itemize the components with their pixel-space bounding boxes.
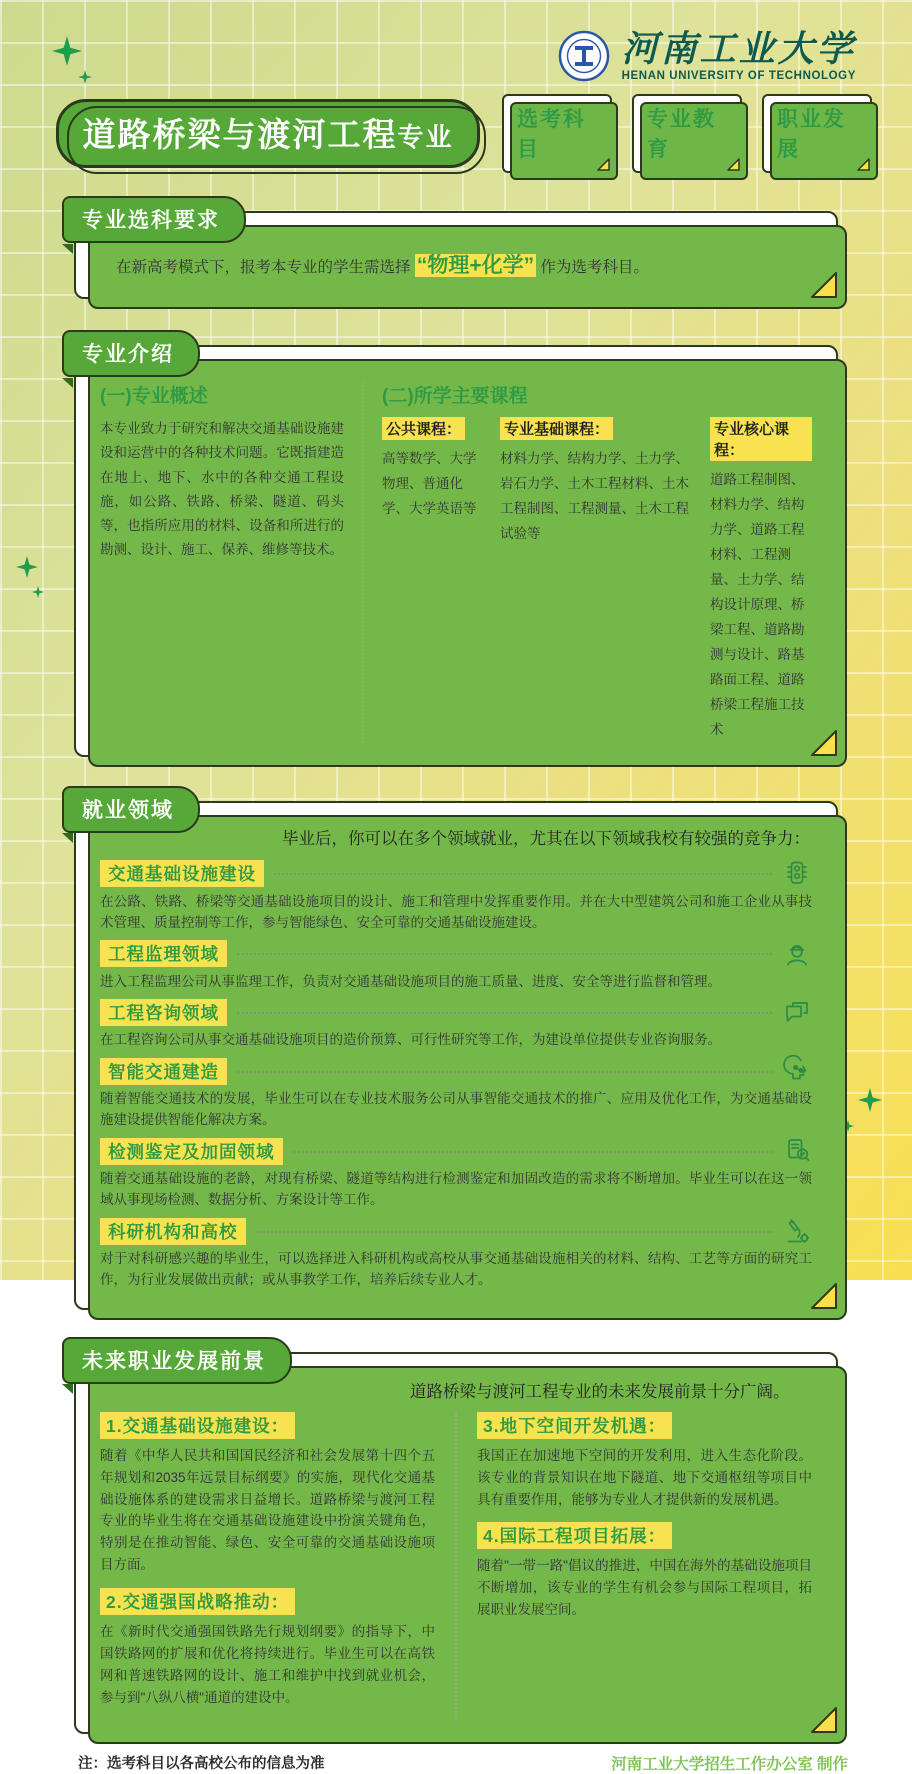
future-item [100, 1588, 435, 1708]
microscope-icon [782, 1216, 812, 1246]
nav-button-label: 专业教育 [647, 108, 716, 161]
section-tab [62, 786, 200, 833]
future-item-heading: 1.交通基础设施建设： [100, 1412, 295, 1439]
smart-head-icon [782, 1056, 812, 1086]
course-group-content: 道路工程制图、材料力学、结构力学、道路工程材料、工程测量、土力学、结构设计原理、桥梁工程、道路勘测与设计、路基路面工程、道路桥梁工程施工技术 [710, 472, 805, 737]
courses-heading: (二)所学主要课程 [382, 386, 528, 407]
dotted-leader [256, 1230, 773, 1233]
future-item-text: 随着《中华人民共和国国民经济和社会发展第十四个五年规划和2035年远景目标纲要》的实施，现代化交通基础设施体系的建设需求日益增长。道路桥梁与渡河工程专业的毕业生将在交通基础设施建设中扮演关键角色，特别是在推动智能、绿色、安全可靠的交通基础设施项目方面。 [100, 1447, 435, 1573]
nav-button-label: 选考科目 [517, 108, 586, 161]
course-group-public [382, 417, 486, 743]
nav-button-education[interactable] [632, 94, 742, 173]
nav-button-subjects[interactable] [502, 94, 612, 173]
text-after: 作为选考科目。 [540, 259, 649, 276]
footer-note: 注：选考科目以各高校公布的信息为准 [78, 1756, 325, 1773]
section-subject-requirements [74, 211, 838, 299]
page-fold-icon [597, 158, 610, 171]
chat-bubbles-icon [782, 997, 812, 1027]
page-fold-icon [811, 1283, 837, 1309]
field-description: 随着交通基础设施的老龄，对现有桥梁、隧道等结构进行检测鉴定和加固改造的需求将不断增加。毕业生可以在这一领域从事现场检测、数据分析、方案设计等工作。 [100, 1171, 812, 1208]
section-tab [62, 1337, 292, 1384]
section-employment-fields [74, 798, 838, 1310]
banner-row [0, 94, 912, 173]
field-name: 科研机构和高校 [100, 1218, 246, 1245]
subjects-highlight: “物理+化学” [416, 254, 535, 277]
engineer-icon [782, 939, 812, 969]
employment-field [100, 1056, 812, 1131]
section-title: 专业选科要求 [82, 209, 220, 232]
course-group-label: 专业核心课程： [710, 417, 812, 461]
subject-requirement-text [116, 249, 808, 279]
dotted-leader [274, 872, 772, 875]
employment-field [100, 859, 812, 934]
future-column-left [100, 1412, 457, 1721]
future-intro: 道路桥梁与渡河工程专业的未来发展前景十分广阔。 [410, 1382, 790, 1401]
field-description: 在公路、铁路、桥梁等交通基础设施项目的设计、施工和管理中发挥重要作用。并在大中型建筑公司和施工企业从事技术管理、质量控制等工作，参与智能绿色、安全可靠的交通基础设施建设。 [100, 893, 812, 930]
employment-field [100, 939, 812, 993]
section-title: 未来职业发展前景 [82, 1349, 266, 1373]
section-tab [62, 330, 200, 377]
employment-intro: 毕业后，你可以在多个领域就业，尤其在以下领域我校有较强的竞争力： [282, 829, 810, 848]
major-title-banner [56, 99, 480, 168]
section-title: 就业领域 [82, 798, 174, 822]
course-group-core [710, 417, 812, 743]
future-item-heading: 2.交通强国战略推动： [100, 1588, 295, 1615]
employment-field [100, 997, 812, 1051]
page-fold-icon [811, 730, 837, 756]
overview-text: 本专业致力于研究和解决交通基础设施建设和运营中的各种技术问题。它既指建造在地上、地下、水中的各种交通工程设施，如公路、铁路、桥梁、隧道、码头等，也指所应用的材料、设备和所进行的勘测、设计、施工、保养、维修等技术。 [100, 421, 344, 558]
header [0, 0, 912, 86]
dotted-leader [293, 1150, 773, 1153]
major-title-main: 道路桥梁与渡河工程 [82, 116, 398, 153]
page-fold-icon [811, 1707, 837, 1733]
field-name: 工程监理领域 [100, 940, 227, 967]
field-description: 进入工程监理公司从事监理工作，负责对交通基础设施项目的施工质量、进度、安全等进行监督和管理。 [100, 973, 721, 989]
overview-heading: (一)专业概述 [100, 386, 208, 407]
employment-field [100, 1216, 812, 1291]
field-name: 工程咨询领域 [100, 999, 227, 1026]
text-before: 在新高考模式下，报考本专业的学生需选择 [116, 259, 411, 276]
section-tab [62, 196, 246, 243]
course-group-content: 材料力学、结构力学、土力学、岩石力学、土木工程材料、土木工程制图、工程测量、土木工程试验等 [500, 451, 689, 541]
future-item [100, 1412, 435, 1576]
traffic-light-icon [782, 859, 812, 889]
university-logo [558, 30, 610, 82]
nav-button-label: 职业发展 [777, 108, 846, 161]
future-item-heading: 4.国际工程项目拓展： [477, 1522, 672, 1549]
page-fold-icon [727, 158, 740, 171]
main-content [0, 211, 912, 1734]
section-major-introduction [74, 345, 838, 757]
section-title: 专业介绍 [82, 343, 174, 366]
future-item-heading: 3.地下空间开发机遇： [477, 1412, 672, 1439]
university-name-zh: 河南工业大学 [621, 28, 856, 69]
future-item-text: 在《新时代交通强国铁路先行规划纲要》的指导下，中国铁路网的扩展和优化将持续进行。毕业生可以在高铁网和普速铁路网的设计、施工和维护中找到就业机会，参与到"八纵八横"通道的建设中。 [100, 1624, 435, 1705]
university-name [621, 28, 856, 82]
university-name-en: HENAN UNIVERSITY OF TECHNOLOGY [621, 69, 856, 82]
field-description: 在工程咨询公司从事交通基础设施项目的造价预算、可行性研究等工作，为建设单位提供专业咨询服务。 [100, 1032, 721, 1048]
course-group-content: 高等数学、大学物理、普通化学、大学英语等 [382, 451, 477, 516]
nav-button-career[interactable] [762, 94, 872, 173]
dotted-leader [237, 1070, 772, 1073]
inspection-icon [782, 1136, 812, 1166]
future-item-text: 随着"一带一路"倡议的推进，中国在海外的基础设施项目不断增加，该专业的学生有机会参与国际工程项目，拓展职业发展空间。 [477, 1558, 812, 1618]
future-item [477, 1412, 812, 1511]
employment-field [100, 1136, 812, 1211]
field-description: 随着智能交通技术的发展，毕业生可以在专业技术服务公司从事智能交通技术的推广、应用及优化工作，为交通基础设施建设提供智能化解决方案。 [100, 1091, 812, 1128]
course-group-label: 专业基础课程： [500, 417, 613, 440]
dotted-leader [237, 1011, 772, 1014]
course-group-foundation [500, 417, 696, 743]
course-group-label: 公共课程： [382, 417, 465, 440]
dotted-leader [237, 952, 772, 955]
future-item-text: 我国正在加速地下空间的开发利用，进入生态化阶段。该专业的背景知识在地下隧道、地下交通枢纽等项目中具有重要作用，能够为专业人才提供新的发展机遇。 [477, 1447, 812, 1507]
page-fold-icon [857, 158, 870, 171]
nav-buttons [502, 94, 872, 173]
major-title-suffix: 专业 [397, 122, 454, 152]
future-column-right [457, 1412, 812, 1721]
footer-credit: 河南工业大学招生工作办公室 制作 [611, 1756, 848, 1774]
section-future-prospects [74, 1349, 838, 1735]
field-name: 检测鉴定及加固领域 [100, 1138, 283, 1165]
page-fold-icon [811, 272, 837, 298]
future-item [477, 1522, 812, 1621]
major-overview-column [100, 381, 362, 743]
field-description: 对于对科研感兴趣的毕业生，可以选择进入科研机构或高校从事交通基础设施相关的材料、结构、工艺等方面的研究工作，为行业发展做出贡献；或从事教学工作，培养后续专业人才。 [100, 1251, 812, 1287]
courses-column [362, 381, 812, 743]
field-name: 智能交通建造 [100, 1058, 227, 1085]
field-name: 交通基础设施建设 [100, 860, 264, 887]
